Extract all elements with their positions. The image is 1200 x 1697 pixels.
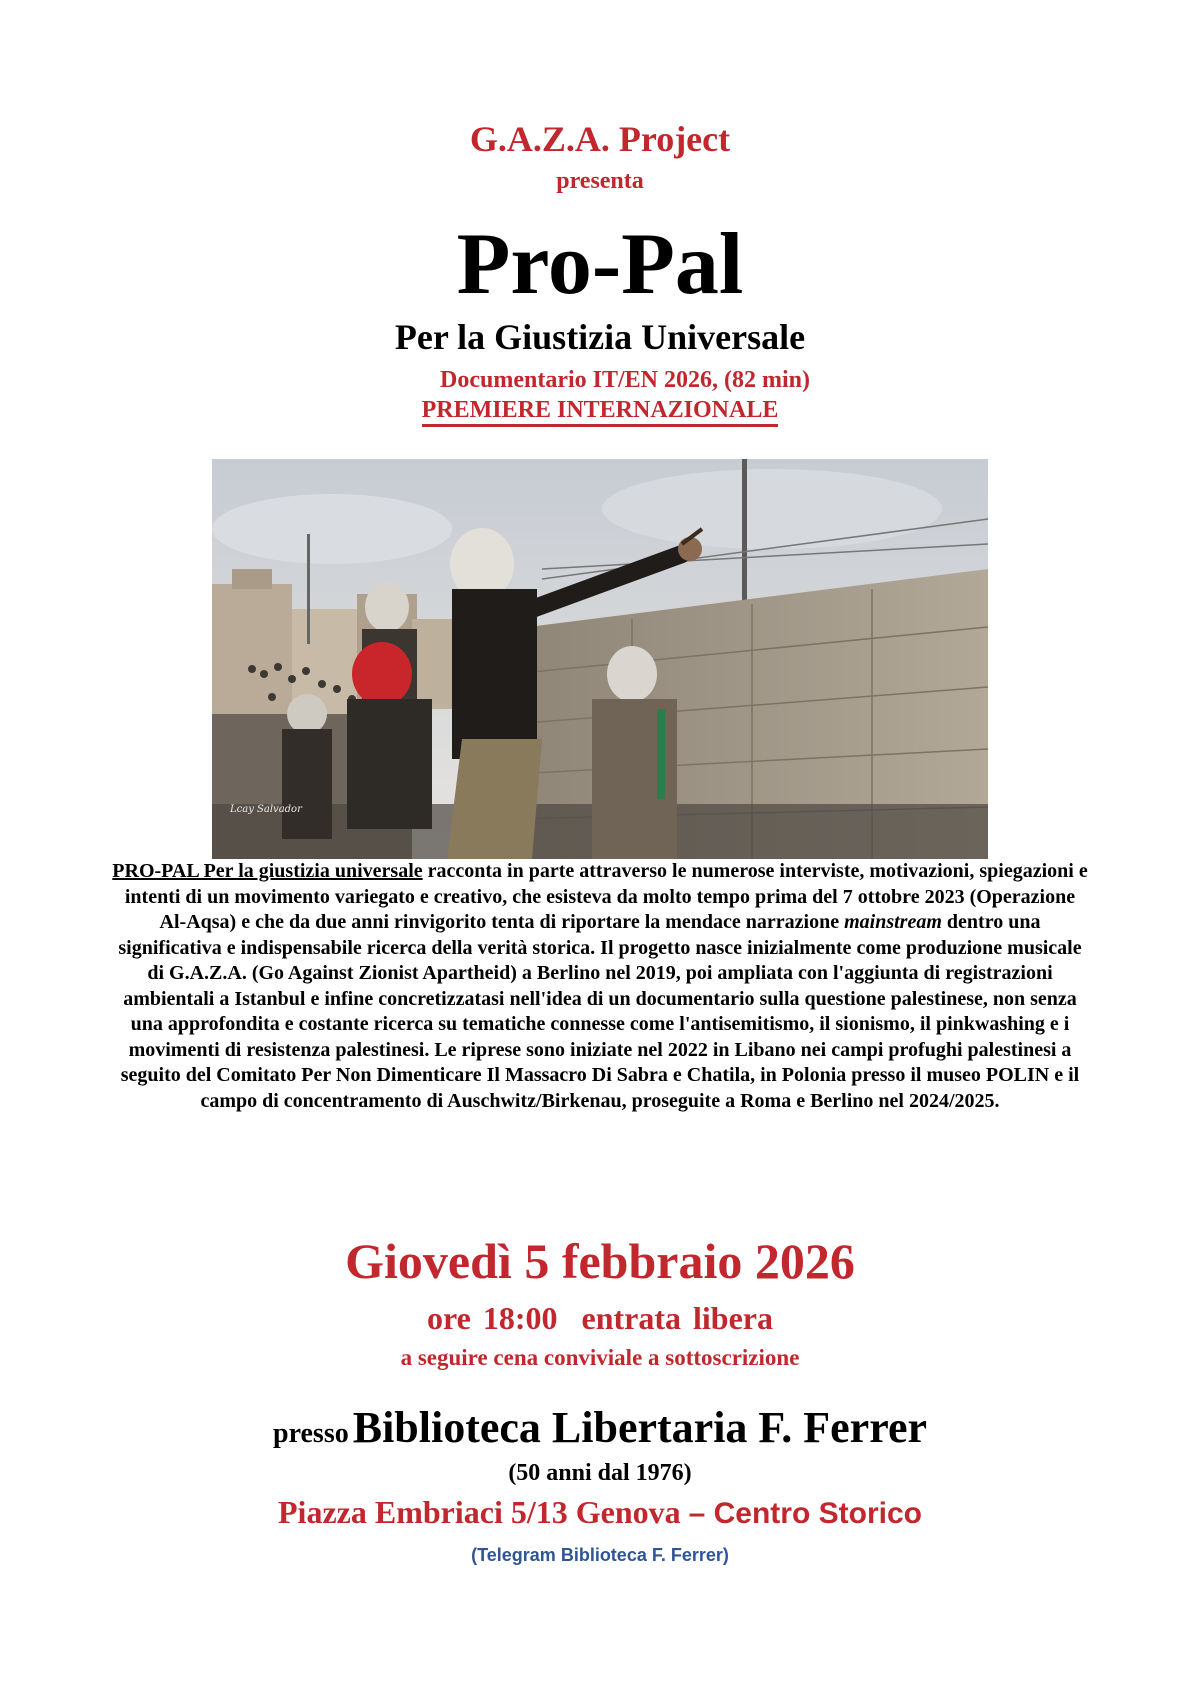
film-description (110, 859, 1090, 1114)
event-dinner: a seguire cena conviviale a sottoscrizione (400, 1345, 800, 1370)
premiere-label (0, 397, 1200, 424)
event-venue (0, 1402, 1200, 1453)
description-italic: mainstream (844, 911, 942, 933)
presenter-name: G.A.Z.A. Project (469, 119, 731, 159)
film-still-photo (212, 459, 988, 859)
event-time: ore 18:00 entrata libera (427, 1300, 773, 1336)
address-main: Piazza Embriaci 5/13 Genova (278, 1494, 689, 1530)
presents-label: presenta (556, 168, 644, 194)
documentary-info: Documentario IT/EN 2026, (82 min) (440, 367, 810, 393)
premiere-text: PREMIERE INTERNAZIONALE (422, 397, 779, 427)
photo-signature: Lcay Salvador (230, 804, 302, 815)
film-subtitle: Per la Giustizia Universale (394, 317, 806, 357)
description-part2: dentro una significativa e indispensabile ricerca della verità storica. Il progetto nasce inizialmente come produzione musicale di G.A.Z.A. (Go Against Zionist Apartheid) a Berlino nel 2019, poi ampliata con l'aggiunta di registrazioni ambientali a Istanbul e infine concretizzatasi nell'idea di un documentario sulla questione palestinese, non senza una approfondita e costante ricerca su tematiche connesse come l'antisemitismo, il sionismo, il pinkwashing e i movimenti di resistenza palestinesi. Le riprese sono iniziate nel 2022 in Libano nei campi profughi palestinesi a seguito del Comitato Per Non Dimenticare Il Massacro Di Sabra e Chatila, in Polonia presso il museo POLIN e il campo di concentramento di Auschwitz/Birkenau, proseguite a Roma e Berlino nel 2024/2025. (118, 911, 1082, 1112)
address-district: – Centro Storico (688, 1497, 922, 1530)
description-lead: PRO-PAL Per la giustizia universale (112, 860, 423, 882)
description-part1: racconta in parte attraverso le numerose interviste, motivazioni, spiegazioni e intenti di un movimento variegato e creativo, che esisteva da molto tempo prima del 7 ottobre 2023 (Operazione Al-Aqsa) e che da due anni rinvigorito tenta di riportare la mendace narrazione (124, 860, 1088, 933)
event-date: Giovedì 5 febbraio 2026 (345, 1233, 855, 1289)
venue-name: Biblioteca Libertaria F. Ferrer (352, 1403, 927, 1452)
venue-address (0, 1494, 1200, 1531)
venue-anniversary: (50 anni dal 1976) (508, 1460, 692, 1486)
telegram-info: (Telegram Biblioteca F. Ferrer) (471, 1545, 729, 1565)
film-title: Pro-Pal (456, 216, 744, 313)
venue-prefix: presso (273, 1418, 349, 1449)
